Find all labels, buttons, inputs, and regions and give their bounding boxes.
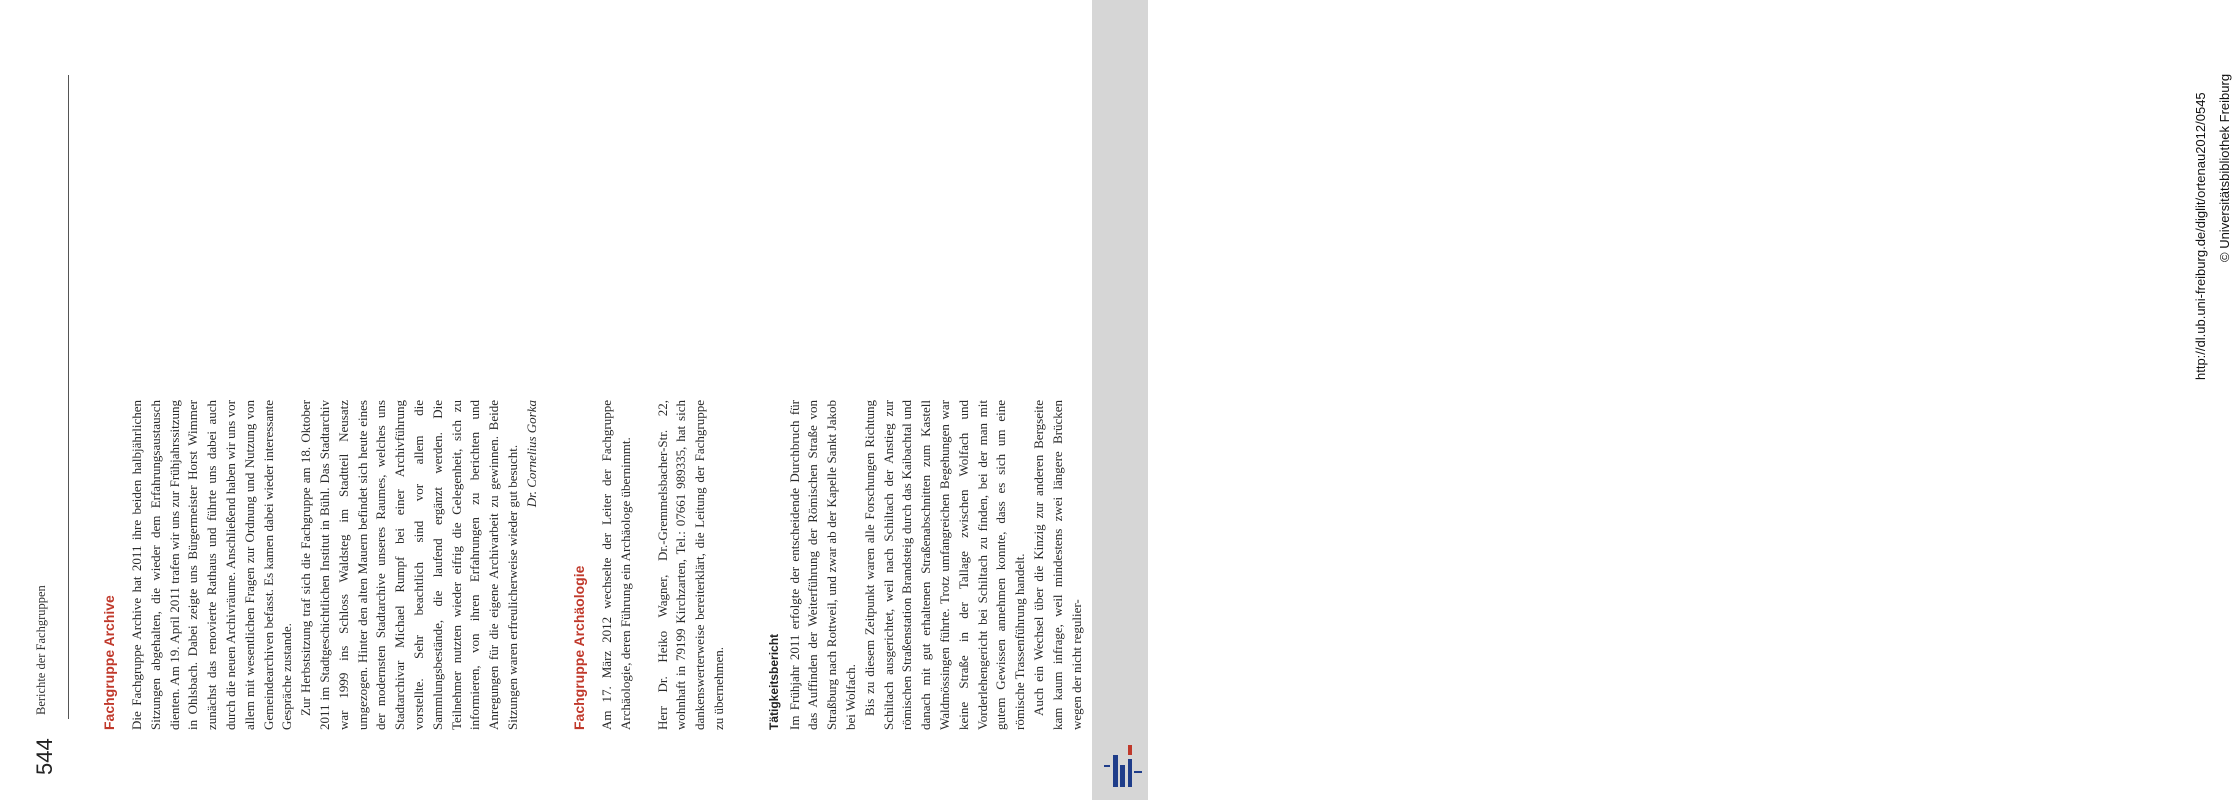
archive-signature: Dr. Cornelius Gorka <box>523 400 539 508</box>
archaeologie-paragraph-3: Im Frühjahr 2011 erfolgte der entscheidende Durchbruch für das Auffinden der Weiterführung der Römischen Straße von Straßburg nach Rottweil, und zwar ab der Kapelle Sankt Jakob bei Wolfach. <box>786 400 858 730</box>
column-archaeologie <box>570 400 1086 730</box>
heading-archaeologie: Fachgruppe Archäologie <box>571 565 587 730</box>
heading-archive: Fachgruppe Archive <box>101 595 117 730</box>
running-head: Berichte der Fachgruppen <box>34 585 48 715</box>
library-sidebar <box>1092 0 2232 800</box>
column-archive <box>100 400 542 730</box>
copyright-notice: © Universitätsbibliothek Freiburg <box>2217 73 2232 262</box>
subheading-taetigkeitsbericht: Tätigkeitsbericht <box>766 633 781 730</box>
page-number: 544 <box>32 738 57 775</box>
archive-paragraph-1: Die Fachgruppe Archive hat 2011 ihre beiden halbjährlichen Sitzungen abgehalten, die wieder dem Erfahrungsaustausch dienten. Am 19. April 2011 trafen wir uns zur Frühjahrssitzung in Ohlsbach. Dabei zeigte uns Bürgermeister Horst Wimmer zunächst das renovierte Rathaus und führte uns dabei auch durch die neuen Archivräume. Anschließend haben wir uns vor allem mit wesentlichen Fragen zur Ordnung und Nutzung von Gemeindearchiven befasst. Es kamen dabei wieder interessante Gespräche zustande. <box>129 400 295 730</box>
rotated-page-content <box>30 75 1084 775</box>
document-page <box>0 0 1092 800</box>
archaeologie-paragraph-4: Bis zu diesem Zeitpunkt waren alle Forschungen Richtung Schiltach ausgerichtet, weil nach Schiltach der Anstieg zur römischen Straßenstation Brandsteig durch das Kaibachtal und danach mit gut erhaltenen Straßenabschnitten zum Kastell Waldmössingen führte. Trotz umfangreichen Begehungen war keine Straße in der Tallage zwischen Wolfach und Vorderlehengericht bei Schiltach zu finden, bei der man mit gutem Gewissen annehmen konnte, dass es sich um eine römische Trassenführung handelt. <box>861 400 1028 730</box>
archaeologie-paragraph-2: Herr Dr. Heiko Wagner, Dr.-Gremmelsbacher-Str. 22, wohnhaft in 79199 Kirchzarten, Tel.: 07661 989335, hat sich dankenswerterweise bereiterklärt, die Leitung der Fachgruppe zu übernehmen. <box>654 400 726 730</box>
archive-paragraph-2: Zur Herbstsitzung traf sich die Fachgruppe am 18. Oktober 2011 im Stadtgeschichtlichen Institut in Bühl. Das Stadtarchiv war 1999 ins Schloss Waldsteg im Stadtteil Neusatz umgezogen. Hinter den alten Mauern befindet sich heute eines der modernsten Stadtarchive unseres Raumes, welches uns Stadtarchivar Michael Rumpf bei einer Archivführung vorstellte. Sehr beachtlich sind vor allem die Sammlungsbestände, die laufend ergänzt werden. Die Teilnehmer nutzten wieder eifrig die Gelegenheit, sich zu informieren, von ihren Erfahrungen zu berichten und Anregungen für die eigene Archivarbeit zu gewinnen. Beide Sitzungen waren erfreulicherweise wieder gut besucht. <box>298 400 520 730</box>
archaeologie-paragraph-1: Am 17. März 2012 wechselte der Leiter der Fachgruppe Archäologie, deren Führung ein Archäologe übernimmt. <box>599 400 633 730</box>
permalink-url[interactable]: http://dl.ub.uni-freiburg.de/diglit/ortenau2012/0545 <box>2193 92 2208 380</box>
page-header <box>30 75 80 775</box>
archaeologie-paragraph-5: Auch ein Wechsel über die Kinzig zur anderen Bergseite kam kaum infrage, weil mindestens zwei längere Brücken wegen der nicht regulier- <box>1030 400 1084 730</box>
ub-freiburg-logo-icon <box>1100 745 1144 787</box>
header-rule <box>68 75 69 719</box>
